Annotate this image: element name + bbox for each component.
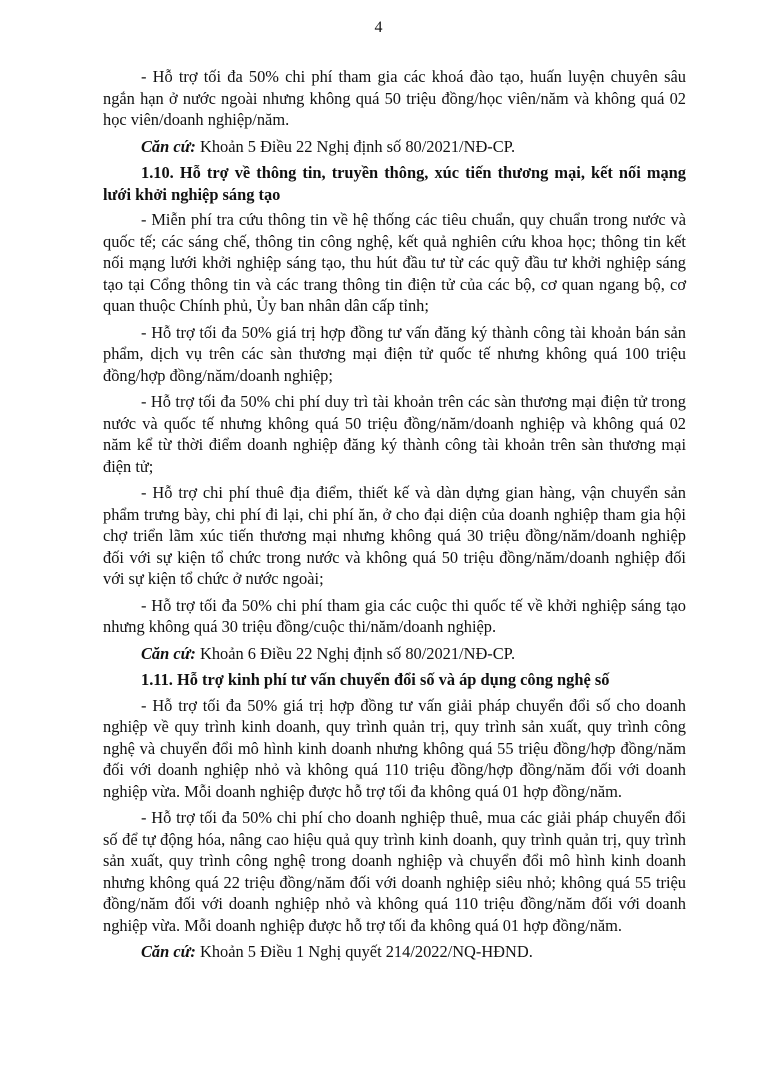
legal-basis: [103, 941, 686, 963]
paragraph-digital-transformation-consulting: - Hỗ trợ tối đa 50% giá trị hợp đồng tư vấn giải pháp chuyển đổi số cho doanh nghiệp về quy trình kinh doanh, quy trình quản trị, quy trình sản xuất, quy trình công nghệ và chuyển đổi mô hình kinh doanh nhưng không quá 55 triệu đồng/hợp đồng/năm đối với doanh nghiệp nhỏ và không quá 110 triệu đồng/hợp đồng/năm đối với doanh nghiệp vừa. Mỗi doanh nghiệp được hỗ trợ tối đa không quá 01 hợp đồng/năm.: [103, 695, 686, 801]
legal-basis-label: Căn cứ:: [141, 136, 196, 156]
section-heading-1-11: 1.11. Hỗ trợ kinh phí tư vấn chuyển đổi số và áp dụng công nghệ số: [141, 670, 610, 689]
section-heading-1-10: 1.10. Hỗ trợ về thông tin, truyền thông, xúc tiến thương mại, kết nối mạng lưới khởi nghiệp sáng tạo: [103, 163, 686, 204]
legal-basis-label: Căn cứ:: [141, 942, 196, 961]
paragraph-ecommerce-account-maintenance: - Hỗ trợ tối đa 50% chi phí duy trì tài khoản trên các sàn thương mại điện tử trong nước và quốc tế nhưng không quá 50 triệu đồng/năm/doanh nghiệp và không quá 02 năm kể từ thời điểm doanh nghiệp đăng ký thành công tài khoản trên sàn thương mại điện tử;: [103, 392, 686, 476]
legal-basis: [103, 136, 686, 158]
paragraph-ecommerce-account-consulting: - Hỗ trợ tối đa 50% giá trị hợp đồng tư vấn đăng ký thành công tài khoản bán sản phẩm, dịch vụ trên các sàn thương mại điện tử quốc tế nhưng không quá 100 triệu đồng/hợp đồng/năm/doanh nghiệp;: [103, 322, 686, 385]
paragraph-competition-support: - Hỗ trợ tối đa 50% chi phí tham gia các cuộc thi quốc tế về khởi nghiệp sáng tạo nhưng không quá 30 triệu đồng/cuộc thi/năm/doanh nghiệp.: [103, 595, 686, 636]
legal-basis-text: Khoản 5 Điều 1 Nghị quyết 214/2022/NQ-HĐND.: [195, 942, 533, 961]
paragraph-trade-fair-support: - Hỗ trợ chi phí thuê địa điểm, thiết kế và dàn dựng gian hàng, vận chuyển sản phẩm trưng bày, chi phí đi lại, chi phí ăn, ở cho đại diện của doanh nghiệp tham gia hội chợ triển lãm xúc tiến thương mại nhưng không quá 30 triệu đồng/năm/doanh nghiệp đối với sự kiện tổ chức trong nước và không quá 50 triệu đồng/năm/doanh nghiệp đối với sự kiện tổ chức ở nước ngoài;: [103, 483, 686, 588]
legal-basis: [103, 643, 686, 665]
document-body: [103, 66, 686, 968]
legal-basis-text: Khoản 5 Điều 22 Nghị định số 80/2021/NĐ-CP.: [195, 136, 516, 156]
legal-basis-text: Khoản 6 Điều 22 Nghị định số 80/2021/NĐ-CP.: [195, 643, 516, 663]
page-number: 4: [374, 19, 383, 36]
paragraph-free-lookup: - Miễn phí tra cứu thông tin về hệ thống các tiêu chuẩn, quy chuẩn trong nước và quốc tế; các sáng chế, thông tin công nghệ, kết quả nghiên cứu khoa học; thông tin kết nối mạng lưới khởi nghiệp sáng tạo, thu hút đầu tư từ các quỹ đầu tư khởi nghiệp sáng tạo tại Cổng thông tin và các trang thông tin điện tử của các bộ, cơ quan ngang bộ, cơ quan thuộc Chính phủ, Ủy ban nhân dân cấp tỉnh;: [103, 210, 686, 315]
paragraph-digital-solution-rental: - Hỗ trợ tối đa 50% chi phí cho doanh nghiệp thuê, mua các giải pháp chuyển đổi số để tự động hóa, nâng cao hiệu quả quy trình kinh doanh, quy trình quản trị, quy trình sản xuất, quy trình công nghệ trong doanh nghiệp và chuyển đổi mô hình kinh doanh nhưng không quá 22 triệu đồng/năm đối với doanh nghiệp siêu nhỏ; không quá 55 triệu đồng/năm đối với doanh nghiệp nhỏ và không quá 110 triệu đồng/năm đối với doanh nghiệp vừa. Mỗi doanh nghiệp được hỗ trợ tối đa không quá 01 hợp đồng/năm.: [103, 808, 686, 935]
legal-basis-label: Căn cứ:: [141, 643, 196, 663]
paragraph-training-support: - Hỗ trợ tối đa 50% chi phí tham gia các khoá đào tạo, huấn luyện chuyên sâu ngắn hạn ở nước ngoài nhưng không quá 50 triệu đồng/học viên/năm và không quá 02 học viên/doanh nghiệp/năm.: [103, 67, 686, 129]
